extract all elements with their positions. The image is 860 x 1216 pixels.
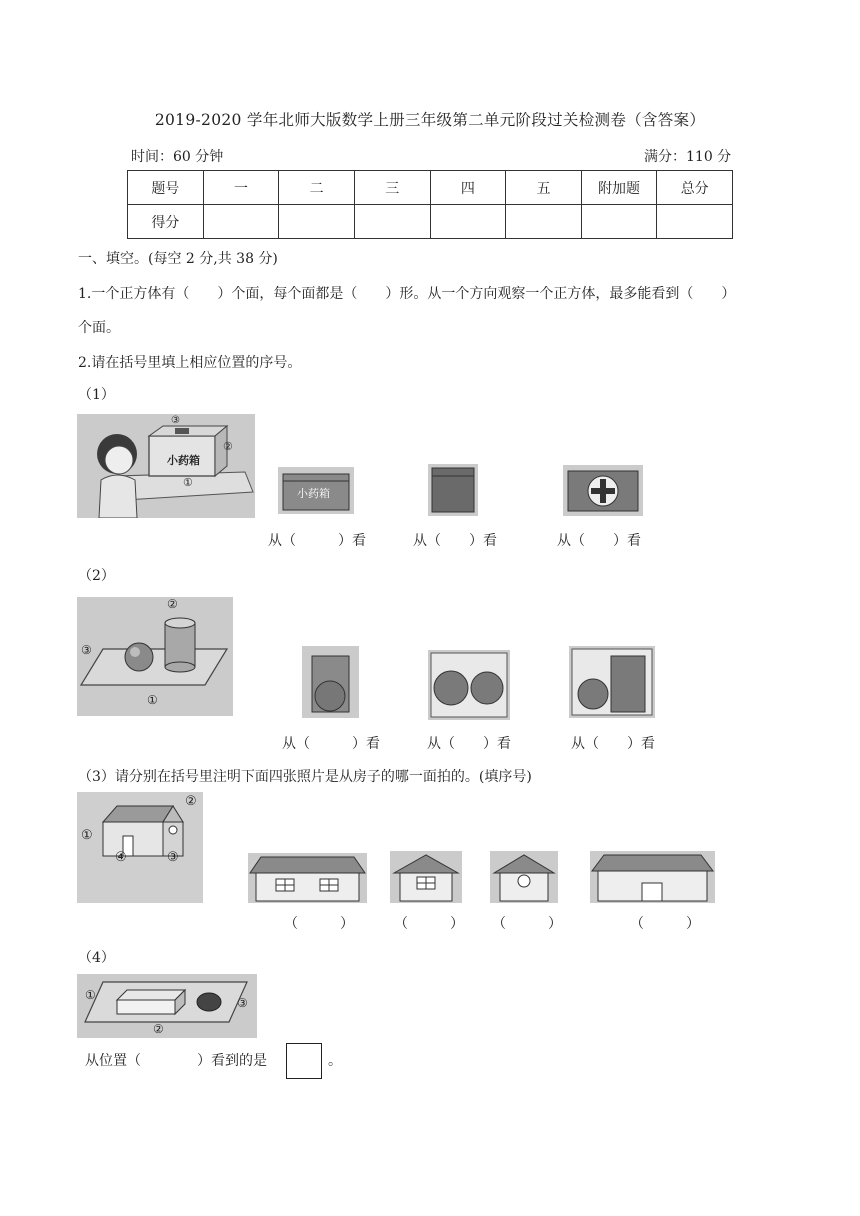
score-table xyxy=(127,170,733,239)
house-view-long-side-windows xyxy=(248,853,367,903)
score-cell[interactable] xyxy=(354,205,430,239)
score-header-cell: 二 xyxy=(279,171,355,205)
part3-caption-4: （ ） xyxy=(630,916,700,932)
answer-box[interactable] xyxy=(286,1043,322,1079)
girl-medicine-box-photo xyxy=(77,414,255,518)
position-mark-1: ① xyxy=(183,476,193,489)
part4-text: 从位置（ ）看到的是 xyxy=(85,1053,267,1069)
view-two-circles-image xyxy=(428,650,510,720)
q1-line1: 1.一个正方体有（ ）个面，每个面都是（ ）形。从一个方向观察一个正方体，最多能看到（ ） xyxy=(78,286,736,302)
house-view-gable-round-window xyxy=(490,851,558,903)
part3-caption-2: （ ） xyxy=(394,916,464,932)
house-view-long-side-door xyxy=(590,851,715,903)
score-table-score-row xyxy=(128,205,733,239)
part3-caption-1: （ ） xyxy=(284,916,354,932)
score-cell[interactable] xyxy=(657,205,733,239)
section1-heading: 一、填空。(每空 2 分,共 38 分) xyxy=(78,251,278,267)
position-mark-3: ③ xyxy=(81,643,92,657)
score-header-cell: 附加题 xyxy=(581,171,657,205)
part3-label: （3）请分别在括号里注明下面四张照片是从房子的哪一面拍的。(填序号) xyxy=(78,769,532,785)
q1-line2: 个面。 xyxy=(78,320,120,336)
time-label: 时间：60 分钟 xyxy=(131,149,224,165)
score-row-label: 得分 xyxy=(128,205,204,239)
score-cell[interactable] xyxy=(581,205,657,239)
q2-text: 2.请在括号里填上相应位置的序号。 xyxy=(78,355,302,371)
part1-label: （1） xyxy=(78,387,115,403)
position-mark-2: ② xyxy=(153,1022,164,1036)
score-header-cell: 五 xyxy=(506,171,582,205)
page-title: 2019-2020 学年北师大版数学上册三年级第二单元阶段过关检测卷（含答案） xyxy=(154,111,706,129)
box-front-label: 小药箱 xyxy=(297,487,330,500)
part4-label: （4） xyxy=(78,950,115,966)
position-mark-2: ② xyxy=(223,440,233,453)
score-header-cell: 四 xyxy=(430,171,506,205)
score-table-header-row xyxy=(128,171,733,205)
part1-caption-3: 从（ ）看 xyxy=(557,533,641,549)
position-mark-3: ③ xyxy=(167,850,179,865)
score-cell[interactable] xyxy=(430,205,506,239)
score-cell[interactable] xyxy=(506,205,582,239)
score-header-cell: 一 xyxy=(203,171,279,205)
part4-text-end: 。 xyxy=(328,1053,342,1069)
part2-label: （2） xyxy=(78,568,115,584)
top-view-box-image xyxy=(563,465,643,516)
ball-cylinder-photo xyxy=(77,597,233,716)
score-cell[interactable] xyxy=(203,205,279,239)
score-header-cell: 题号 xyxy=(128,171,204,205)
part3-caption-3: （ ） xyxy=(492,916,562,932)
position-mark-2: ② xyxy=(167,597,178,611)
full-score-label: 满分：110 分 xyxy=(644,149,732,165)
position-mark-3: ③ xyxy=(237,996,248,1010)
position-mark-4: ④ xyxy=(115,850,127,865)
part2-caption-1: 从（ ）看 xyxy=(282,736,380,752)
view-cylinder-behind-ball-image xyxy=(302,646,359,718)
position-mark-1: ① xyxy=(147,693,158,707)
part1-caption-1: 从（ ）看 xyxy=(268,533,366,549)
position-mark-1: ① xyxy=(81,828,93,843)
cuboid-ball-photo xyxy=(77,974,257,1038)
view-circle-rectangle-image xyxy=(569,646,655,718)
house-photo xyxy=(77,792,203,903)
part2-caption-3: 从（ ）看 xyxy=(571,736,655,752)
position-mark-1: ① xyxy=(85,988,96,1002)
score-header-cell: 三 xyxy=(354,171,430,205)
position-mark-2: ② xyxy=(185,794,197,809)
medicine-box-label: 小药箱 xyxy=(167,454,200,467)
part2-caption-2: 从（ ）看 xyxy=(427,736,511,752)
part1-caption-2: 从（ ）看 xyxy=(413,533,497,549)
side-view-box-image xyxy=(428,464,478,516)
score-cell[interactable] xyxy=(279,205,355,239)
front-view-box-image xyxy=(278,467,354,514)
position-mark-3: ③ xyxy=(171,415,180,426)
score-header-cell: 总分 xyxy=(657,171,733,205)
house-view-gable-window xyxy=(390,851,462,903)
